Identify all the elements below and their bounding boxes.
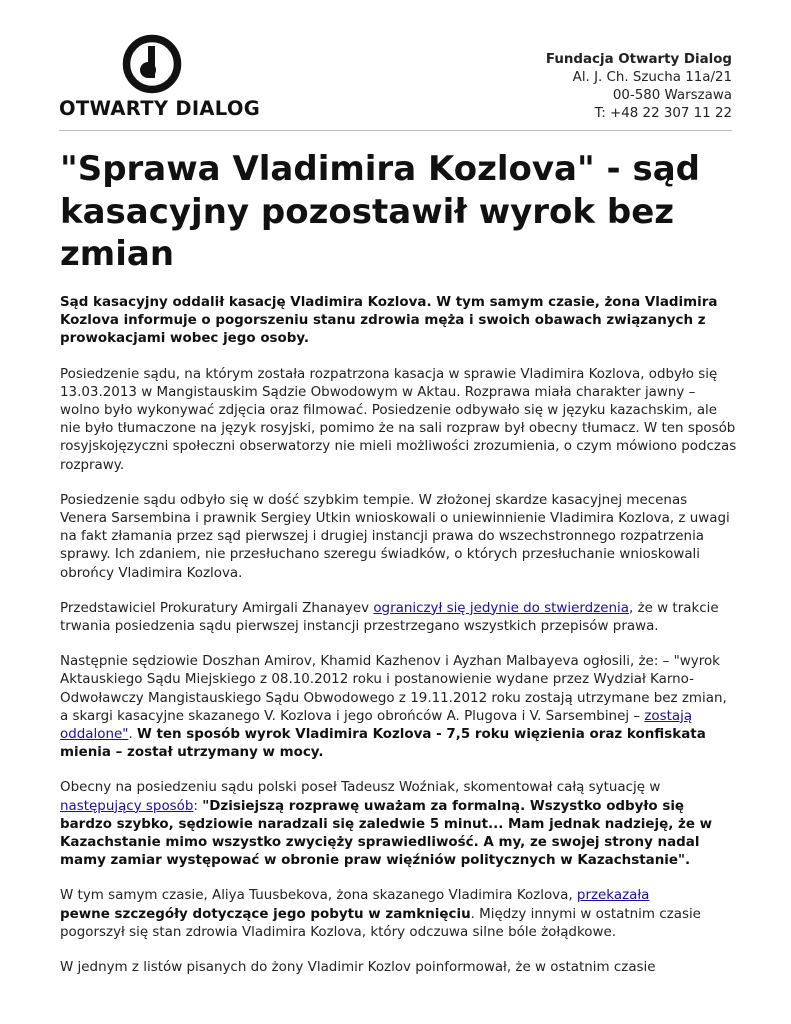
paragraph-6 — [60, 887, 738, 942]
otwarty-dialog-logo-icon — [122, 34, 182, 94]
paragraph-7: W jednym z listów pisanych do żony Vladimir Kozlov poinformował, że w ostatnim czasie — [60, 960, 656, 976]
paragraph-1: Posiedzenie sądu, na którym została rozpatrzona kasacja w sprawie Vladimira Kozlova, odbyło się 13.03.2013 w Mangistauskim Sądzie Obwodowym w Aktau. Rozprawa miała charakter jawny – wolno było wykonywać zdjęcia oraz filmować. Posiedzenie odbywało się w języku kazachskim, ale nie było tłumaczone na język rosyjski, pomimo że na sali rozpraw był obecny tłumacz. W ten sposób rosyjskojęzyczni społeczni obserwatorzy nie mieli możliwości zrozumienia, o czym mówiono podczas rozprawy. — [60, 366, 737, 473]
org-address-street: Al. J. Ch. Szucha 11a/21 — [572, 70, 732, 85]
paragraph-2: Posiedzenie sądu odbyło się w dość szybkim tempie. W złożonej skardze kasacyjnej mecenas Venera Sarsembina i prawnik Sergiey Utkin wnioskowali o uniewinnienie Vladimira Kozlova, z uwagi na fakt złamania przez sąd pierwszej i drugiej instancji prawa do wszechstronnego rozpatrzenia sprawy. Ich zdaniem, nie przesłuchano szeregu świadków, o których przesłuchanie wnioskowali obrońcy Vladimira Kozlova. — [60, 492, 730, 581]
logo-text: OTWARTY DIALOG — [59, 97, 260, 120]
text: . — [128, 727, 137, 743]
article-body — [60, 294, 738, 994]
org-phone: T: +48 22 307 11 22 — [594, 106, 732, 121]
link-passed-on[interactable]: przekazała — [576, 888, 650, 904]
link-dismissed[interactable]: zostają oddalone" — [60, 708, 693, 743]
text: . Między innymi w ostatnim czasie pogorszył się stan zdrowia Vladimira Kozlova, który odczuwa silne bóle żołądkowe. — [60, 906, 701, 940]
verdict-bold: W ten sposób wyrok Vladimira Kozlova - 7,5 roku więzienia oraz konfiskata mienia – został utrzymany w mocy. — [60, 727, 706, 761]
text: Obecny na posiedzeniu sądu polski poseł Tadeusz Woźniak, skomentował całą sytuację w — [60, 780, 661, 796]
text: Przedstawiciel Prokuratury Amirgali Zhanayev — [60, 600, 374, 616]
text: , że w trakcie trwania posiedzenia sądu pierwszej instancji przestrzegano wszystkich przepisów prawa. — [60, 600, 719, 635]
text: W tym samym czasie, Aliya Tuusbekova, żona skazanego Vladimira Kozlova, — [60, 888, 577, 904]
link-following-way[interactable]: następujący sposób — [60, 798, 194, 814]
article-title: "Sprawa Vladimira Kozlova" - sąd kasacyjny pozostawił wyrok bez zmian — [60, 149, 701, 274]
text: Następnie sędziowie Doszhan Amirov, Khamid Kazhenov i Ayzhan Malbayeva ogłosili, że: – "wyrok Aktauskiego Sądu Miejskiego z 08.10.2012 roku i postanowienie wydane przez Wydział Karno-Odwoławczy Mangistauskiego Sądu Obwodowego z 19.11.2012 roku zostają utrzymane bez zmian, a skargi kasacyjne skazanego V. Kozlova i jego obrońców A. Plugova i V. Sarsembinej – — [60, 654, 727, 724]
header-divider — [59, 130, 732, 131]
text: : — [193, 798, 203, 814]
org-address-city: 00-580 Warszawa — [612, 88, 732, 103]
lead-paragraph: Sąd kasacyjny oddalił kasację Vladimira Kozlova. W tym samym czasie, żona Vladimira Kozlova informuje o pogorszeniu stanu zdrowia męża i swoich obawach związanych z prowokacjami wobec jego osoby. — [60, 295, 718, 347]
quote-bold: "Dzisiejszą rozprawę uważam za formalną. Wszystko odbyło się bardzo szybko, sędziowie naradzali się zaledwie 5 minut... Mam jednak nadzieję, że w Kazachstanie mimo wszystko zwycięży sprawiedliwość. A my, ze swojej strony nadal mamy zamiar występować w obronie praw więźniów politycznych w Kazachstanie". — [60, 798, 713, 869]
paragraph-4 — [60, 653, 738, 762]
paragraph-3 — [60, 600, 738, 636]
org-name: Fundacja Otwarty Dialog — [545, 52, 732, 67]
organization-contact — [546, 51, 732, 123]
details-bold: pewne szczegóły dotyczące jego pobytu w zamknięciu — [60, 906, 471, 922]
paragraph-5 — [60, 779, 738, 870]
link-prosecutor-statement[interactable]: ograniczył się jedynie do stwierdzenia — [373, 600, 630, 616]
